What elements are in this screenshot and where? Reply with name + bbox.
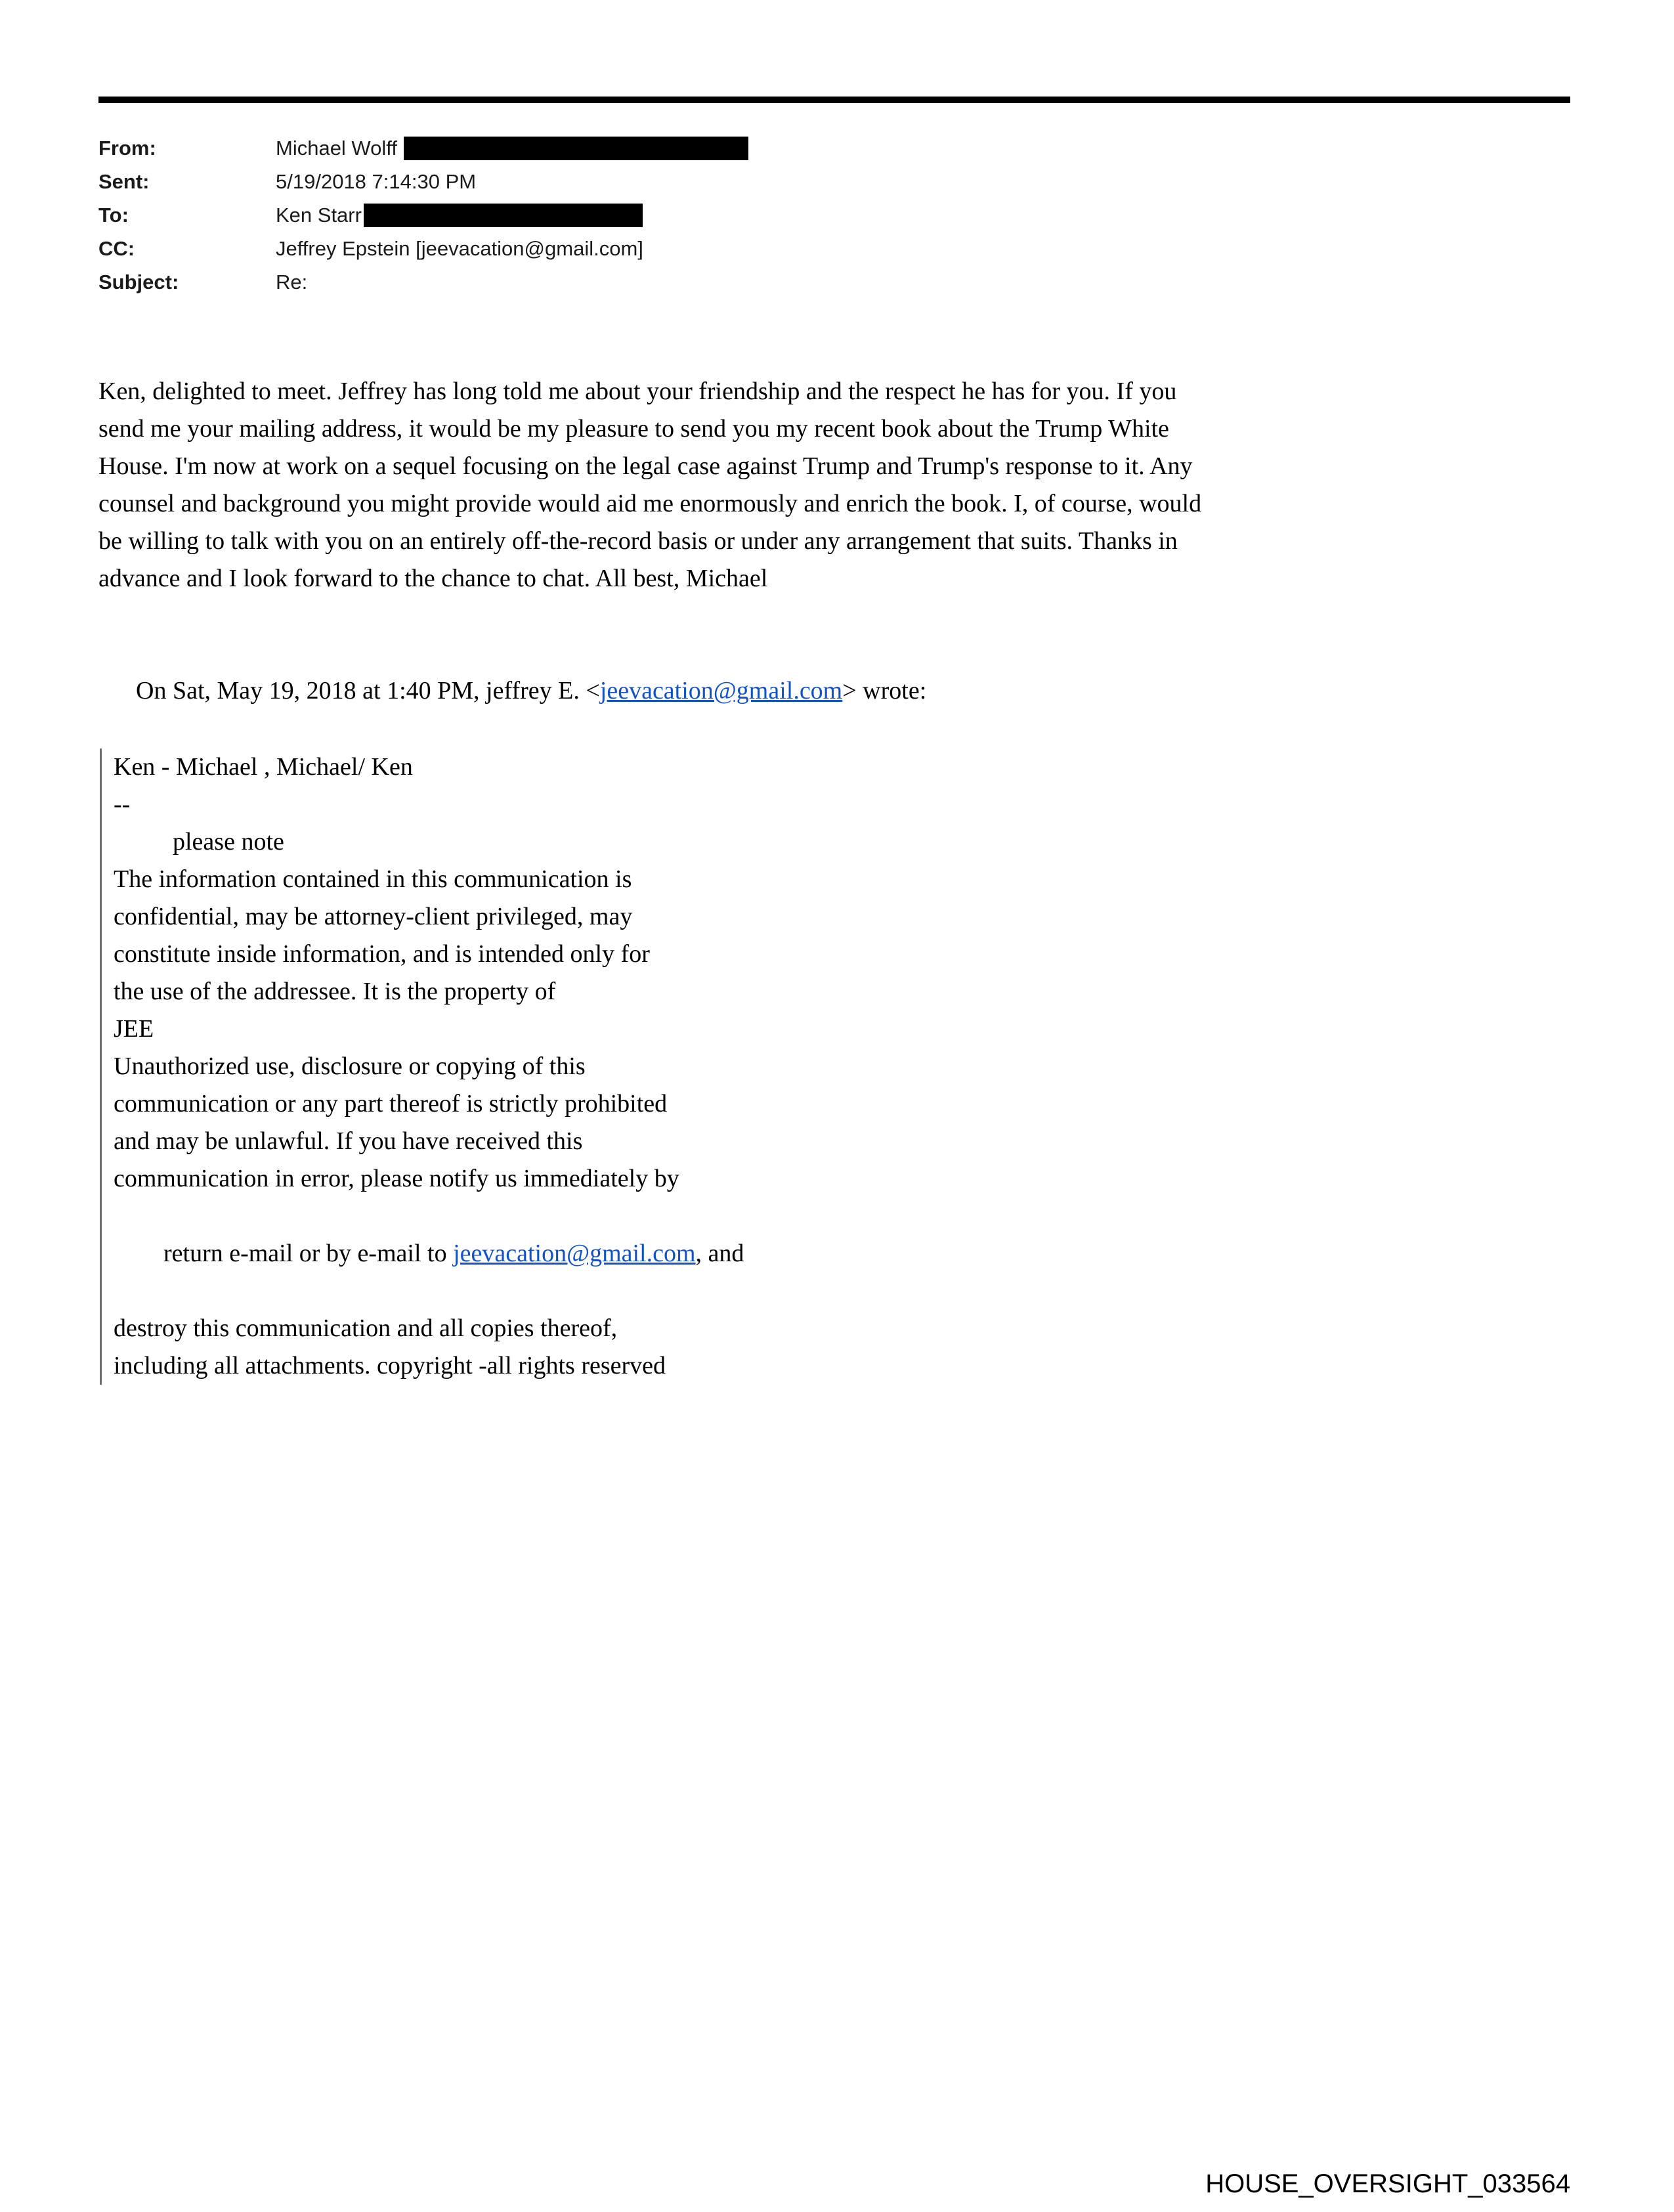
quote-separator: -- — [114, 791, 131, 818]
to-label: To: — [98, 204, 129, 227]
disclaimer-line: the use of the addressee. It is the property of — [114, 978, 556, 1005]
from-label: From: — [98, 137, 156, 160]
subject-value-text: Re: — [276, 271, 308, 293]
cc-label: CC: — [98, 237, 135, 260]
sent-label: Sent: — [98, 170, 150, 193]
reply-intro-suffix: > wrote: — [842, 677, 927, 705]
reply-intro-prefix: On Sat, May 19, 2018 at 1:40 PM, jeffrey E. < — [136, 677, 600, 705]
to-value — [276, 198, 643, 232]
redaction-bar-to — [364, 204, 643, 227]
disclaimer-line: communication in error, please notify us immediately by — [114, 1165, 679, 1192]
header-row-from — [98, 131, 748, 165]
body-paragraph-line: advance and I look forward to the chance to chat. All best, Michael — [98, 565, 768, 592]
from-value — [276, 131, 748, 165]
subject-label: Subject: — [98, 271, 179, 293]
disclaimer-email-link[interactable]: jeevacation@gmail.com — [453, 1240, 696, 1267]
disclaimer-link-line — [114, 1198, 1595, 1310]
body-paragraph-line: Ken, delighted to meet. Jeffrey has long told me about your friendship and the respect he has for you. If you — [98, 378, 1177, 405]
body-paragraph-line: be willing to talk with you on an entirely off-the-record basis or under any arrangement that suits. Thanks in — [98, 527, 1178, 555]
disclaimer-line: destroy this communication and all copies thereof, — [114, 1314, 618, 1342]
sent-value — [276, 165, 476, 198]
to-value-text: Ken Starr — [276, 204, 362, 227]
redaction-bar-from — [404, 137, 748, 160]
disclaimer-line: communication or any part thereof is strictly prohibited — [114, 1090, 668, 1117]
quote-greeting: Ken - Michael , Michael/ Ken — [114, 753, 413, 781]
disclaimer-line: JEE — [114, 1015, 154, 1043]
disclaimer-line: The information contained in this communication is — [114, 865, 632, 893]
disclaimer-line: including all attachments. copyright -all rights reserved — [114, 1352, 666, 1379]
disclaimer-line: and may be unlawful. If you have received this — [114, 1127, 583, 1155]
body-paragraph-line: House. I'm now at work on a sequel focusing on the legal case against Trump and Trump's response to it. Any — [98, 452, 1193, 480]
cc-value — [276, 232, 643, 265]
quote-note: please note — [173, 828, 284, 856]
header-row-sent — [98, 165, 748, 198]
header-divider-rule — [98, 97, 1570, 103]
sender-email-link[interactable]: jeevacation@gmail.com — [599, 677, 843, 705]
body-paragraph-line: counsel and background you might provide would aid me enormously and enrich the book. I, of course, would — [98, 490, 1202, 517]
email-body — [98, 373, 1595, 1385]
disclaimer-link-pre: return e-mail or by e-mail to — [163, 1240, 454, 1267]
subject-value — [276, 265, 307, 299]
email-header — [98, 131, 748, 299]
reply-intro-line — [98, 635, 1595, 747]
bates-number: HOUSE_OVERSIGHT_033564 — [1205, 2169, 1570, 2198]
disclaimer-line: Unauthorized use, disclosure or copying of this — [114, 1052, 586, 1080]
disclaimer-line: constitute inside information, and is intended only for — [114, 940, 650, 968]
header-row-to — [98, 198, 748, 232]
body-paragraph-line: send me your mailing address, it would be my pleasure to send you my recent book about the Trump White — [98, 415, 1169, 443]
header-row-cc — [98, 232, 748, 265]
from-value-text: Michael Wolff — [276, 137, 397, 160]
header-row-subject — [98, 265, 748, 299]
cc-value-text: Jeffrey Epstein [jeevacation@gmail.com] — [276, 237, 643, 260]
paragraph-spacer — [98, 597, 1595, 635]
disclaimer-link-post: , and — [695, 1240, 744, 1267]
quoted-message-block — [100, 748, 1595, 1385]
disclaimer-line: confidential, may be attorney-client privileged, may — [114, 903, 633, 930]
sent-value-text: 5/19/2018 7:14:30 PM — [276, 170, 477, 193]
